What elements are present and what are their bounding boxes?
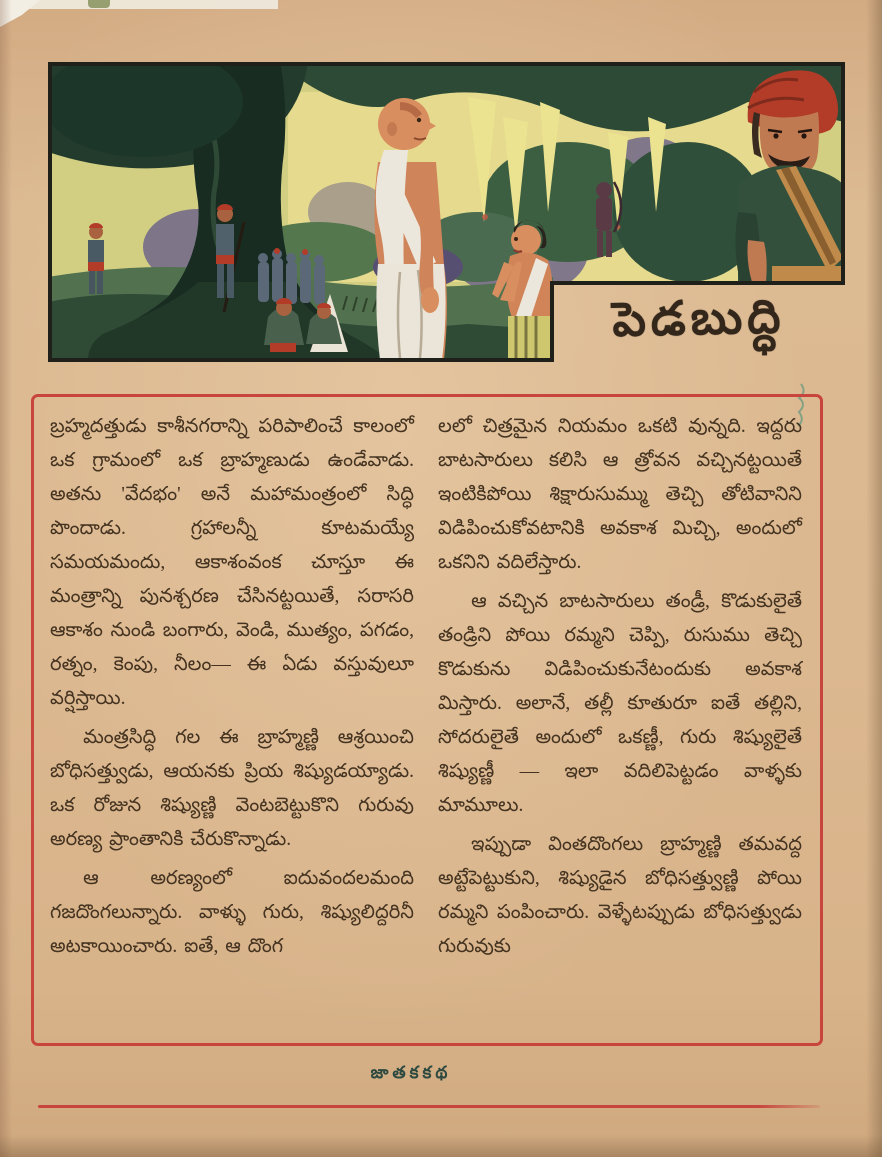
story-column-right xyxy=(438,410,802,1033)
page-edge-left xyxy=(0,0,12,1157)
paragraph: ఇప్పుడా వింతదొంగలు బ్రాహ్మణ్ణి తమవద్ద అట్టేపెట్టుకుని, శిష్యుడైన బోధిసత్త్వుణ్ణి పోయి రమ్మని పంపించారు. వెళ్ళేటప్పుడు బోధిసత్త్వుడు గురువుకు xyxy=(438,834,802,957)
page-edge-smudge xyxy=(88,0,110,8)
page-edge-right xyxy=(866,0,882,1157)
page-edge-top xyxy=(0,0,278,9)
paragraph: బ్రహ్మదత్తుడు కాశీనగరాన్ని పరిపాలించే కాలంలో ఒక గ్రామంలో ఒక బ్రాహ్మణుడు ఉండేవాడు. అతను 'వేదభం' అనే మహామంత్రంలో సిద్ధి పొందాడు. గ్రహాలన్నీ కూటమయ్యే సమయమందు, ఆకాశంవంక చూస్తూ ఈ మంత్రాన్ని పునశ్చరణ చేసినట్టయితే, సరాసరి ఆకాశం నుండి బంగారు, వెండి, ముత్యం, పగడం, రత్నం, కెంపు, నీలం— ఈ ఏడు వస్తువులూ వర్షిస్తాయి. xyxy=(50,416,414,709)
footer-divider xyxy=(38,1105,820,1108)
page-title: పెడబుద్ధి xyxy=(611,290,786,347)
paragraph: ఆ అరణ్యంలో ఐదువందలమంది గజదొంగలున్నారు. వాళ్ళు గురు, శిష్యులిద్దరినీ అటకాయించారు. ఐతే, ఆ దొంగ xyxy=(50,868,414,957)
page-edge-bottom xyxy=(0,1135,882,1157)
story-text-box xyxy=(31,394,823,1046)
bandit-leader-figure xyxy=(735,70,845,284)
paragraph: ఆ వచ్చిన బాటసారులు తండ్రీ, కొడుకులైతే తండ్రిని పోయి రమ్మని చెప్పి, రుసుము తెచ్చి కొడుకును విడిపించుకునేటందుకు అవకాశ మిస్తారు. అలానే, తల్లీ కూతురూ ఐతే తల్లిని, సోదరులైతే అందులో ఒకణ్ణీ, గురు శిష్యులైతే శిష్యుణ్ణీ — ఇలా వదిలిపెట్టడం వాళ్ళకు మామూలు. xyxy=(438,591,802,816)
paragraph: లలో చిత్రమైన నియమం ఒకటి వున్నది. ఇద్దరు బాటసారులు కలిసి ఆ త్రోవన వచ్చినట్టయితే ఇంటికిపోయి శిక్షారుసుమ్ము తెచ్చి తోటివానిని విడిపించుకోవటానికి అవకాశ మిచ్చి, అందులో ఒకనిని వదిలేస్తారు. xyxy=(438,416,802,573)
paragraph: మంత్రసిద్ధి గల ఈ బ్రాహ్మణ్ణి ఆశ్రయించి బోధిసత్త్వుడు, ఆయనకు ప్రియ శిష్యుడయ్యాడు. ఒక రోజున శిష్యుణ్ణి వెంటబెట్టుకొని గురువు అరణ్య ప్రాంతానికి చేరుకొన్నాడు. xyxy=(50,727,414,850)
series-label: జాతకకథ xyxy=(370,1063,452,1082)
story-column-left xyxy=(50,410,414,1033)
